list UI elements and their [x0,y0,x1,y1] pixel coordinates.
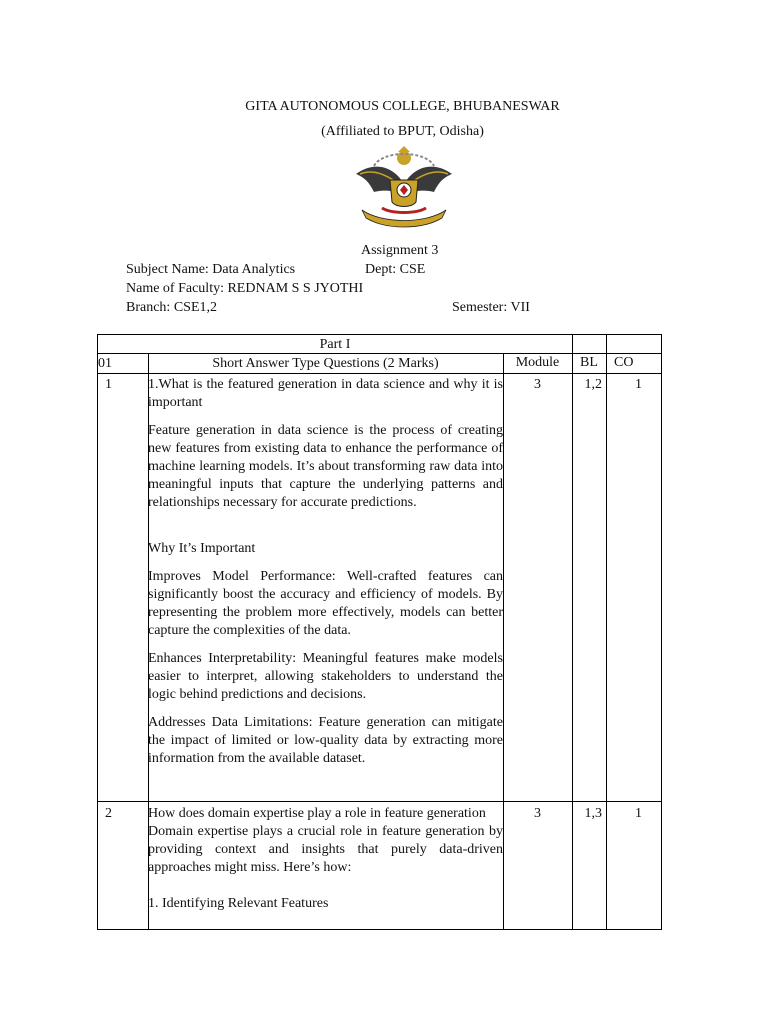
department: Dept: CSE [365,262,426,277]
assignment-title: Assignment 3 [361,243,439,258]
row-2-co: 1 [635,806,642,821]
row-2-bl: 1,3 [584,806,602,821]
row-1-question: 1.What is the featured generation in data science and why it is important [148,377,503,410]
affiliation: (Affiliated to BPUT, Odisha) [321,124,484,139]
semester: Semester: VII [452,300,530,315]
header-co: CO [614,355,634,370]
row-1-point-1: Improves Model Performance: Well-crafted features can significantly boost the accuracy and efficiency of models. By representing the problem more effectively, models can better capture the complexities of the data. [148,569,503,638]
row-2-module: 3 [534,806,541,821]
row-1-num: 1 [105,377,112,392]
header-num: 01 [98,356,112,371]
header-question: Short Answer Type Questions (2 Marks) [212,356,439,371]
row-2-answer-intro: Domain expertise plays a crucial role in feature generation by providing context and insights that purely data-driven approaches might miss. Here’s how: [148,824,503,875]
row-1-answer-intro: Feature generation in data science is the process of creating new features from existing data to enhance the performance of machine learning models. It’s about transforming raw data into meaningful inputs that capture the underlying patterns and relationships necessary for accurate predictions. [148,423,503,510]
row-2-content [148,805,503,923]
part-label: Part I [319,337,351,352]
row-2-num: 2 [105,806,112,821]
header-module: Module [515,355,560,370]
header-bl: BL [580,355,598,370]
row-1-bl: 1,2 [584,377,602,392]
row-1-point-3: Addresses Data Limitations: Feature generation can mitigate the impact of limited or low-quality data by extracting more information from the available dataset. [148,715,503,766]
row-2-subheading: 1. Identifying Relevant Features [148,896,329,911]
row-1-co: 1 [635,377,642,392]
college-emblem-eagle-icon [352,144,456,232]
college-name: GITA AUTONOMOUS COLLEGE, BHUBANESWAR [245,99,560,114]
question-table [97,334,662,930]
branch: Branch: CSE1,2 [126,300,217,315]
row-1-point-2: Enhances Interpretability: Meaningful features make models easier to interpret, allowing stakeholders to understand the logic behind predictions and decisions. [148,651,503,702]
row-1-subheading: Why It’s Important [148,541,256,556]
row-1-module: 3 [534,377,541,392]
faculty-name: Name of Faculty: REDNAM S S JYOTHI [126,281,364,296]
row-2-question: How does domain expertise play a role in feature generation [148,806,486,821]
subject-name: Subject Name: Data Analytics [126,262,296,277]
row-1-content [148,376,503,778]
